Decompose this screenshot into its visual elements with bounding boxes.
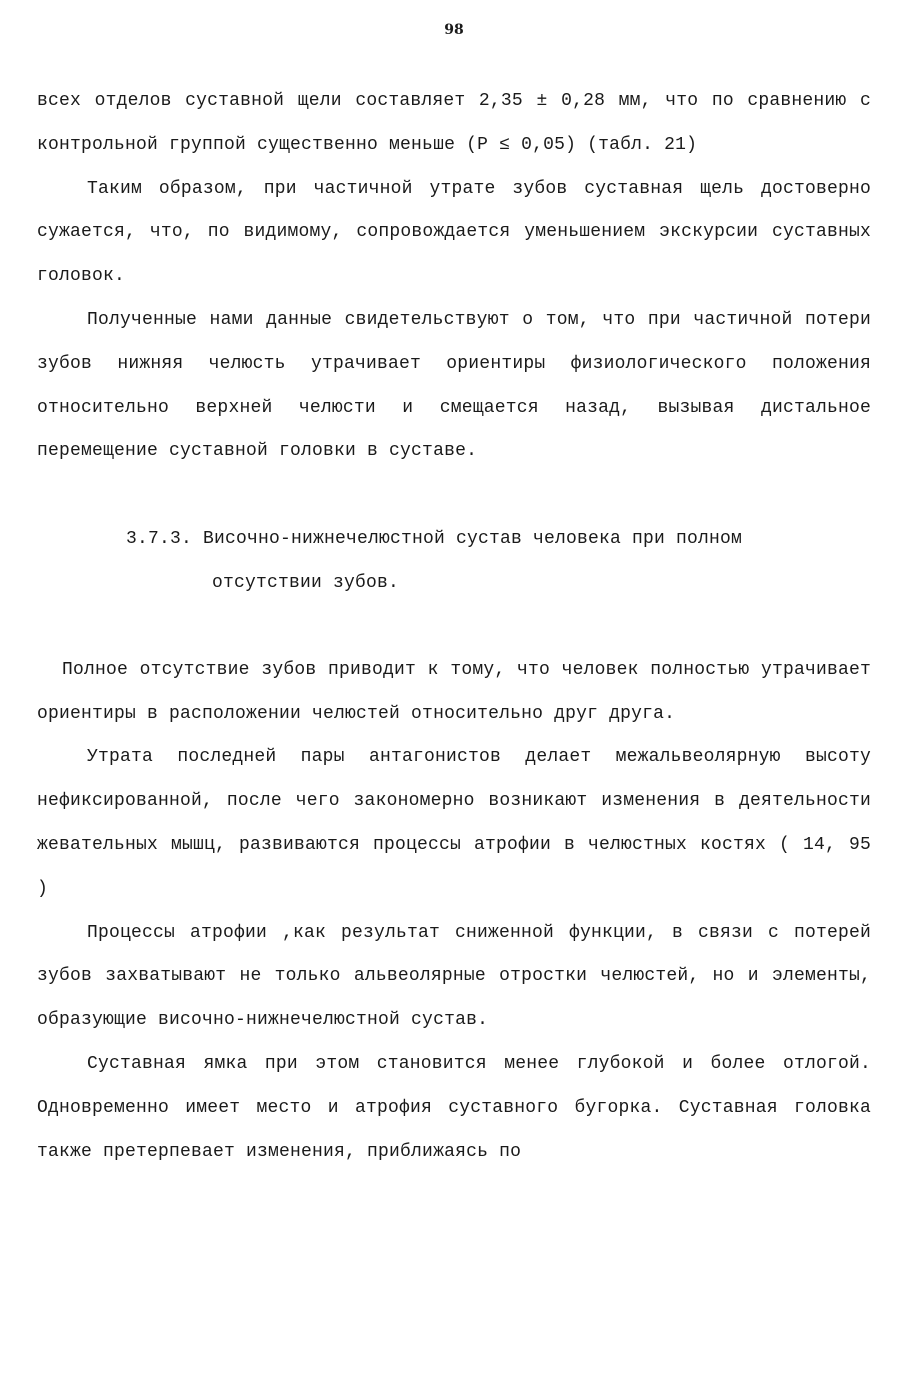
section-heading-line2: отсутствии зубов.: [212, 572, 400, 593]
page-number: 98: [444, 22, 464, 38]
spacer: [37, 606, 871, 649]
paragraph-articular-fossa: Суставная ямка при этом становится менее глубокой и более отлогой. Одновременно имеет место и атрофия суставного бугорка. Суставная головка также претерпевает изменения, приближаясь по: [37, 1053, 871, 1162]
paragraph-antagonist-loss: Утрата последней пары антагонистов делает межальвеолярную высоту нефиксированной, после чего закономерно возникают изменения в деятельности жевательных мышц, развиваются процессы атрофии в челюстных костях ( 14, 95 ): [37, 747, 871, 899]
section-heading-line1: 3.7.3. Височно-нижнечелюстной сустав человека при полном: [125, 529, 743, 550]
spacer: [37, 474, 871, 518]
paragraph-conclusion-partial-loss: Таким образом, при частичной утрате зубов суставная щель достоверно сужается, что, по видимому, сопровождается уменьшением экскурсии суставных головок.: [37, 178, 871, 287]
paragraph-atrophy-processes: Процессы атрофии ,как результат сниженной функции, в связи с потерей зубов захватывают не только альвеолярные отростки челюстей, но и элементы, образующие височно-нижнечелюстной сустав.: [37, 922, 871, 1031]
document-body: [37, 80, 871, 1174]
paragraph-joint-gap-measurement: всех отделов суставной щели составляет 2,35 ± 0,28 мм, что по сравнению с контрольной группой существенно меньше (Р ≤ 0,05) (табл. 21): [37, 91, 871, 155]
paragraph-mandible-displacement: Полученные нами данные свидетельствуют о том, что при частичной потери зубов нижняя челюсть утрачивает ориентиры физиологического положения относительно верхней челюсти и смещается назад, вызывая дистальное перемещение суставной головки в суставе.: [37, 309, 871, 462]
paragraph-complete-tooth-loss: Полное отсутствие зубов приводит к тому, что человек полностью утрачивает ориентиры в расположении челюстей относительно друг друга.: [37, 659, 871, 724]
